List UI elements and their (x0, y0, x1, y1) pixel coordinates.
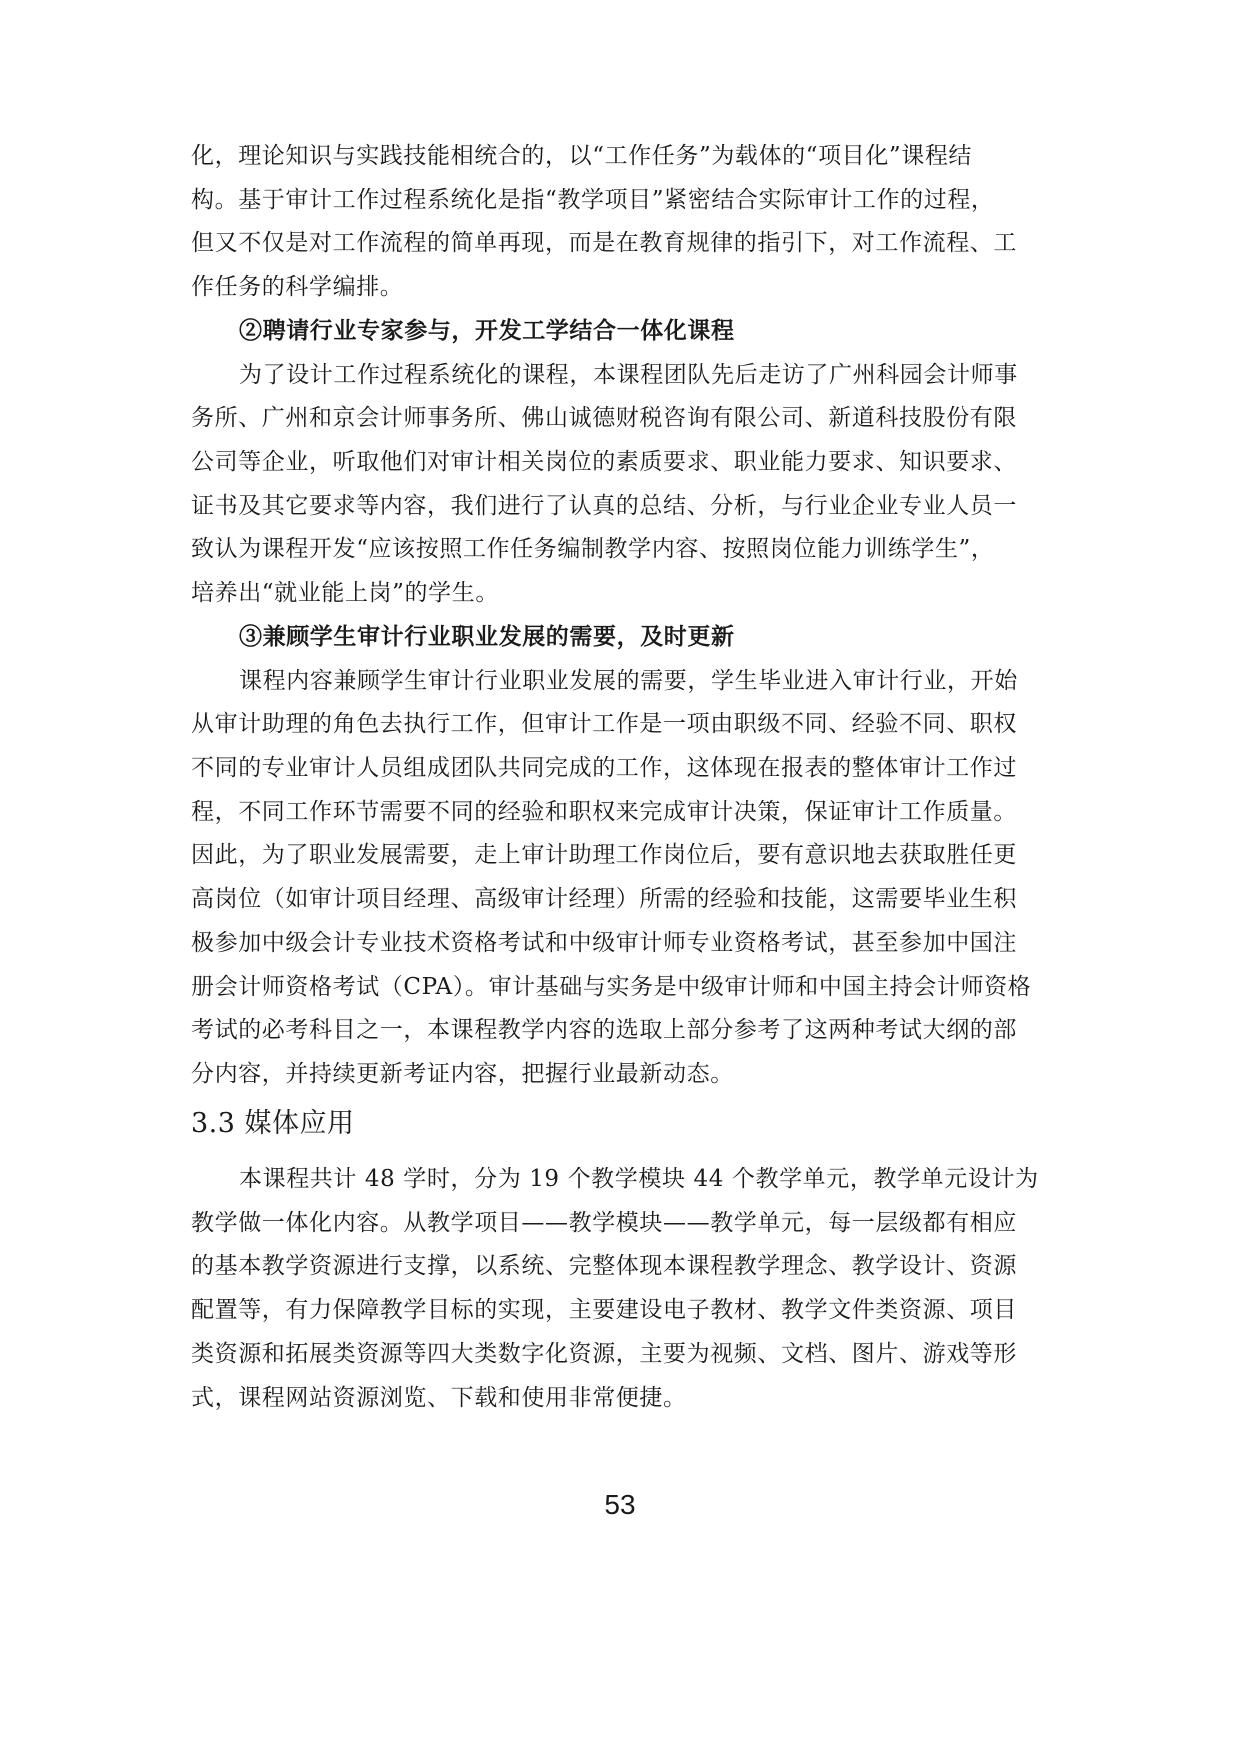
paragraph-line: 程，不同工作环节需要不同的经验和职权来完成审计决策，保证审计工作质量。 (191, 799, 1017, 825)
paragraph-line: 化，理论知识与实践技能相统合的，以“工作任务”为载体的“项目化”课程结 (191, 143, 973, 169)
paragraph-line: 教学做一体化内容。从教学项目——教学模块——教学单元，每一层级都有相应 (191, 1210, 1017, 1236)
paragraph-line: 从审计助理的角色去执行工作，但审计工作是一项由职级不同、经验不同、职权 (191, 711, 1017, 737)
paragraph-line: 公司等企业，听取他们对审计相关岗位的素质要求、职业能力要求、知识要求、 (191, 449, 1017, 475)
paragraph-line: 式，课程网站资源浏览、下载和使用非常便捷。 (191, 1385, 687, 1411)
paragraph-line: 配置等，有力保障教学目标的实现，主要建设电子教材、教学文件类资源、项目 (191, 1297, 1017, 1323)
paragraph-line: 作任务的科学编排。 (191, 274, 404, 300)
paragraph-line: 培养出“就业能上岗”的学生。 (191, 580, 499, 606)
subheading-expert-participation: ②聘请行业专家参与，开发工学结合一体化课程 (239, 317, 735, 344)
paragraph-line: 证书及其它要求等内容，我们进行了认真的总结、分析，与行业企业专业人员一 (191, 493, 1017, 519)
subheading-career-development: ③兼顾学生审计行业职业发展的需要，及时更新 (239, 623, 735, 650)
page-number: 53 (604, 1489, 636, 1520)
paragraph-line: 致认为课程开发“应该按照工作任务编制教学内容、按照岗位能力训练学生”， (191, 536, 995, 562)
paragraph-line: 为了设计工作过程系统化的课程，本课程团队先后走访了广州科园会计师事 (239, 362, 1018, 388)
paragraph-line: 但又不仅是对工作流程的简单再现，而是在教育规律的指引下，对工作流程、工 (191, 230, 1017, 256)
paragraph-line: 构。基于审计工作过程系统化是指“教学项目”紧密结合实际审计工作的过程， (191, 187, 995, 213)
paragraph-line: 极参加中级会计专业技术资格考试和中级审计师专业资格考试，甚至参加中国注 (191, 930, 1017, 956)
section-heading: 3.3 媒体应用 (191, 1108, 355, 1139)
paragraph-line: 课程内容兼顾学生审计行业职业发展的需要，学生毕业进入审计行业，开始 (239, 668, 1018, 694)
paragraph-line: 考试的必考科目之一，本课程教学内容的选取上部分参考了这两种考试大纲的部 (191, 1017, 1017, 1043)
paragraph-line: 务所、广州和京会计师事务所、佛山诚德财税咨询有限公司、新道科技股份有限 (191, 405, 1017, 431)
paragraph-line: 的基本教学资源进行支撑，以系统、完整体现本课程教学理念、教学设计、资源 (191, 1253, 1017, 1279)
paragraph-line: 本课程共计 48 学时，分为 19 个教学模块 44 个教学单元，教学单元设计为 (239, 1166, 1039, 1192)
paragraph-line: 因此，为了职业发展需要，走上审计助理工作岗位后，要有意识地去获取胜任更 (191, 842, 1017, 868)
paragraph-line: 分内容，并持续更新考证内容，把握行业最新动态。 (191, 1061, 734, 1087)
paragraph-line: 高岗位（如审计项目经理、高级审计经理）所需的经验和技能，这需要毕业生积 (191, 886, 1017, 912)
paragraph-line: 不同的专业审计人员组成团队共同完成的工作，这体现在报表的整体审计工作过 (191, 755, 1017, 781)
paragraph-line: 册会计师资格考试（CPA）。审计基础与实务是中级审计师和中国主持会计师资格 (191, 974, 1032, 1000)
paragraph-line: 类资源和拓展类资源等四大类数字化资源，主要为视频、文档、图片、游戏等形 (191, 1341, 1017, 1367)
